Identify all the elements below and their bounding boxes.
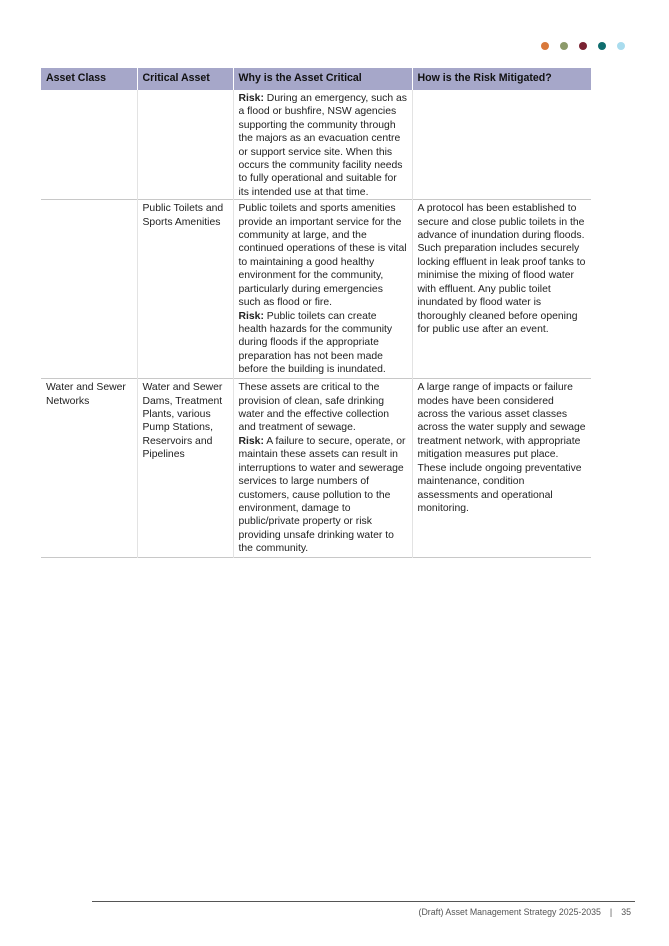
- asset-class-cell: Water and Sewer Networks: [46, 382, 126, 407]
- decorative-dots: [541, 42, 625, 50]
- why-critical-cell: [233, 379, 412, 558]
- mitigation-cell: A protocol has been established to secure and close public toilets in the advance of inundation during floods. Such preparation includes securely locking effluent in leak proof tanks to minimise the mixing of flood water with effluent. Any public toilet inundated by flood water is thoroughly cleaned before opening for public use after an event.: [412, 200, 591, 379]
- asset-class-cell: [41, 90, 137, 200]
- table-row: [41, 200, 591, 379]
- dot-maroon: [579, 42, 587, 50]
- why-critical-cell: [233, 200, 412, 379]
- header-asset-class: Asset Class: [41, 68, 137, 90]
- mitigation-cell: [412, 90, 591, 200]
- risk-text: During an emergency, such as a flood or bushfire, NSW agencies supporting the community through the majors as an evacuation centre or support service site. When this occurs the community facility needs to fully operational and suitable for its intended use at that time.: [238, 93, 407, 198]
- dot-orange: [541, 42, 549, 50]
- critical-text: Public toilets and sports amenities provide an important service for the community at large, and the continued operations of these is vital to maintaining a good healthy environment for the community, particularly during emergencies such as flood or fire.: [238, 203, 407, 309]
- footer-separator: |: [609, 907, 613, 917]
- dot-olive: [560, 42, 568, 50]
- header-why-critical: Why is the Asset Critical: [233, 68, 412, 90]
- footer-divider: [92, 901, 635, 902]
- risk-text: A failure to secure, operate, or maintain these assets can result in interruptions to water and sewerage services to large numbers of customers, cause pollution to the environment, damage to public/private property or risk providing unsafe drinking water to the community.: [238, 435, 406, 555]
- document-title: (Draft) Asset Management Strategy 2025-2035: [418, 907, 601, 917]
- critical-asset-cell: Water and Sewer Dams, Treatment Plants, various Pump Stations, Reservoirs and Pipelines: [137, 379, 233, 558]
- critical-assets-table: [41, 68, 591, 558]
- header-risk-mitigation: How is the Risk Mitigated?: [412, 68, 591, 90]
- dot-teal: [598, 42, 606, 50]
- risk-label: Risk:: [238, 93, 264, 104]
- mitigation-cell: A large range of impacts or failure modes have been considered across the various asset classes across the water supply and sewage treatment network, with appropriate mitigation measures put place. These include ongoing preventative maintenance, condition assessments and operational monitoring.: [412, 379, 591, 558]
- table-row: [41, 90, 591, 200]
- why-critical-cell: [233, 90, 412, 200]
- table-header-row: [41, 68, 591, 90]
- table-row: [41, 379, 591, 558]
- page-number: 35: [621, 907, 631, 917]
- header-critical-asset: Critical Asset: [137, 68, 233, 90]
- asset-class-cell: [41, 200, 137, 379]
- critical-asset-cell: [137, 90, 233, 200]
- page-footer: [92, 907, 631, 917]
- critical-asset-cell: Public Toilets and Sports Amenities: [137, 200, 233, 379]
- risk-label: Risk:: [238, 310, 264, 322]
- risk-text: Public toilets can create health hazards for the community during floods if the appropriate preparation has not been made before the building is inundated.: [238, 310, 393, 376]
- critical-text: These assets are critical to the provision of clean, safe drinking water and the effective collection and treatment of sewage.: [238, 382, 390, 434]
- risk-label: Risk:: [238, 435, 264, 447]
- dot-light-blue: [617, 42, 625, 50]
